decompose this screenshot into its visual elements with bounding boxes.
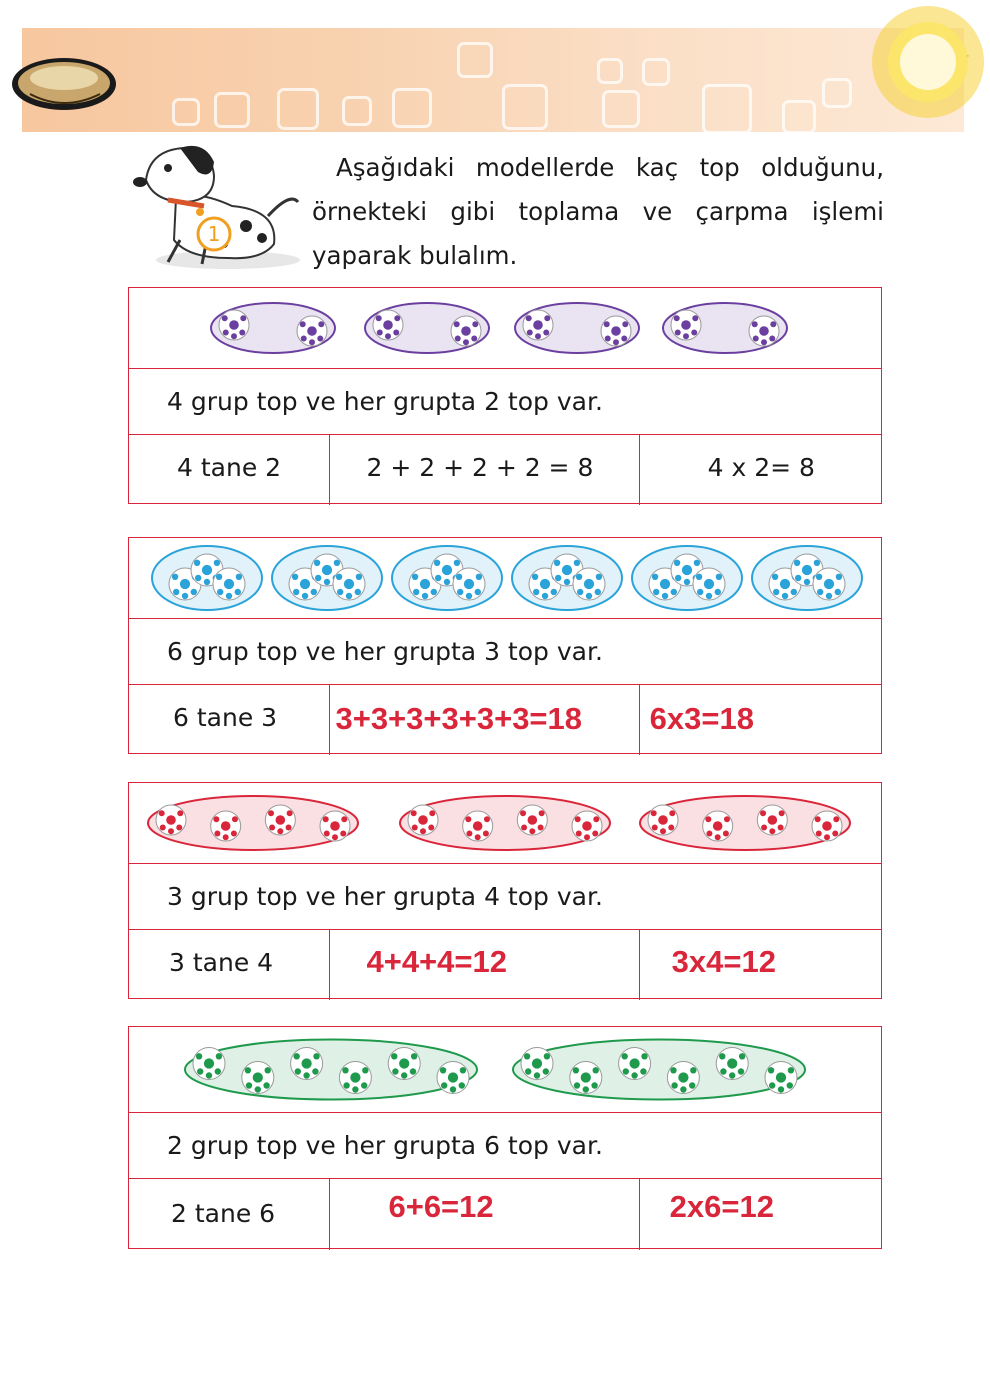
- ball-group: [211, 303, 335, 353]
- soccer-ball-icon: [213, 568, 245, 600]
- multiplication-answer: 6x3=18: [649, 701, 754, 736]
- soccer-ball-icon: [219, 310, 249, 340]
- soccer-ball-icon: [437, 1062, 469, 1094]
- soccer-ball-icon: [749, 316, 779, 346]
- ball-group: [148, 796, 358, 850]
- soccer-ball-icon: [291, 1048, 323, 1080]
- answer-row: [129, 435, 881, 505]
- sentence-row: [129, 864, 881, 930]
- ball-groups: [129, 538, 881, 618]
- group-sentence: 4 grup top ve her grupta 2 top var.: [167, 387, 603, 416]
- addition-answer: 3+3+3+3+3+3=18: [335, 701, 583, 736]
- ball-groups: [129, 288, 881, 368]
- logo-icon: [10, 54, 118, 112]
- soccer-ball-icon: [339, 1062, 371, 1094]
- answer-row: [129, 930, 881, 1000]
- addition-text: 2 + 2 + 2 + 2 = 8: [366, 453, 594, 482]
- soccer-ball-icon: [156, 805, 186, 835]
- group-sentence: 2 grup top ve her grupta 6 top var.: [167, 1131, 603, 1160]
- ball-group: [152, 546, 262, 610]
- sentence-row: [129, 1113, 881, 1179]
- answer-row: [129, 1179, 881, 1250]
- ball-group: [663, 303, 787, 353]
- soccer-ball-icon: [451, 316, 481, 346]
- soccer-ball-icon: [757, 805, 787, 835]
- ball-groups-row: [129, 288, 881, 369]
- ball-group: [632, 546, 742, 610]
- ball-group: [513, 1040, 805, 1100]
- soccer-ball-icon: [812, 811, 842, 841]
- soccer-ball-icon: [265, 805, 295, 835]
- soccer-ball-icon: [573, 568, 605, 600]
- ball-group: [272, 546, 382, 610]
- ball-groups-row: [129, 538, 881, 619]
- soccer-ball-icon: [671, 310, 701, 340]
- soccer-ball-icon: [693, 568, 725, 600]
- count-text: 6 tane 3: [173, 703, 278, 732]
- header-banner: [22, 28, 964, 132]
- soccer-ball-icon: [388, 1048, 420, 1080]
- instruction-text: Aşağıdaki modellerde kaç top olduğunu, örnekteki gibi toplama ve çarpma işlemi yaparak bulalım.: [312, 153, 884, 270]
- soccer-ball-icon: [211, 811, 241, 841]
- soccer-ball-icon: [453, 568, 485, 600]
- ball-group: [752, 546, 862, 610]
- soccer-ball-icon: [521, 1048, 553, 1080]
- addition-answer: 6+6=12: [388, 1189, 494, 1224]
- ball-group: [512, 546, 622, 610]
- soccer-ball-icon: [297, 316, 327, 346]
- count-text: 2 tane 6: [171, 1199, 276, 1228]
- soccer-ball-icon: [570, 1062, 602, 1094]
- exercise-block-1: [128, 287, 882, 504]
- ball-group: [185, 1040, 477, 1100]
- ball-groups-row: [129, 783, 881, 864]
- badge-number: 1: [207, 222, 221, 246]
- soccer-ball-icon: [242, 1062, 274, 1094]
- ball-group: [365, 303, 489, 353]
- soccer-ball-icon: [716, 1048, 748, 1080]
- ball-groups: [129, 1027, 881, 1112]
- dog-mascot-icon: [128, 140, 308, 272]
- soccer-ball-icon: [463, 811, 493, 841]
- soccer-ball-icon: [619, 1048, 651, 1080]
- addition-answer: 4+4+4=12: [366, 944, 507, 979]
- soccer-ball-icon: [408, 805, 438, 835]
- soccer-ball-icon: [765, 1062, 797, 1094]
- ball-groups-row: [129, 1027, 881, 1113]
- answer-row: [129, 685, 881, 755]
- count-text: 3 tane 4: [169, 948, 274, 977]
- soccer-ball-icon: [193, 1048, 225, 1080]
- exercise-block-4: [128, 1026, 882, 1249]
- ball-group: [392, 546, 502, 610]
- count-text: 4 tane 2: [177, 453, 282, 482]
- soccer-ball-icon: [517, 805, 547, 835]
- ball-group: [515, 303, 639, 353]
- multiplication-text: 4 x 2= 8: [707, 453, 815, 482]
- multiplication-answer: 2x6=12: [669, 1189, 774, 1224]
- multiplication-answer: 3x4=12: [671, 944, 776, 979]
- exercise-block-2: [128, 537, 882, 754]
- ball-groups: [129, 783, 881, 863]
- exercise-block-3: [128, 782, 882, 999]
- soccer-ball-icon: [648, 805, 678, 835]
- soccer-ball-icon: [572, 811, 602, 841]
- soccer-ball-icon: [601, 316, 631, 346]
- sentence-row: [129, 369, 881, 435]
- soccer-ball-icon: [320, 811, 350, 841]
- group-sentence: 6 grup top ve her grupta 3 top var.: [167, 637, 603, 666]
- soccer-ball-icon: [523, 310, 553, 340]
- group-sentence: 3 grup top ve her grupta 4 top var.: [167, 882, 603, 911]
- soccer-ball-icon: [667, 1062, 699, 1094]
- ball-group: [640, 796, 850, 850]
- soccer-ball-icon: [373, 310, 403, 340]
- soccer-ball-icon: [333, 568, 365, 600]
- sun-icon: [866, 0, 990, 124]
- soccer-ball-icon: [703, 811, 733, 841]
- sentence-row: [129, 619, 881, 685]
- soccer-ball-icon: [813, 568, 845, 600]
- ball-group: [400, 796, 610, 850]
